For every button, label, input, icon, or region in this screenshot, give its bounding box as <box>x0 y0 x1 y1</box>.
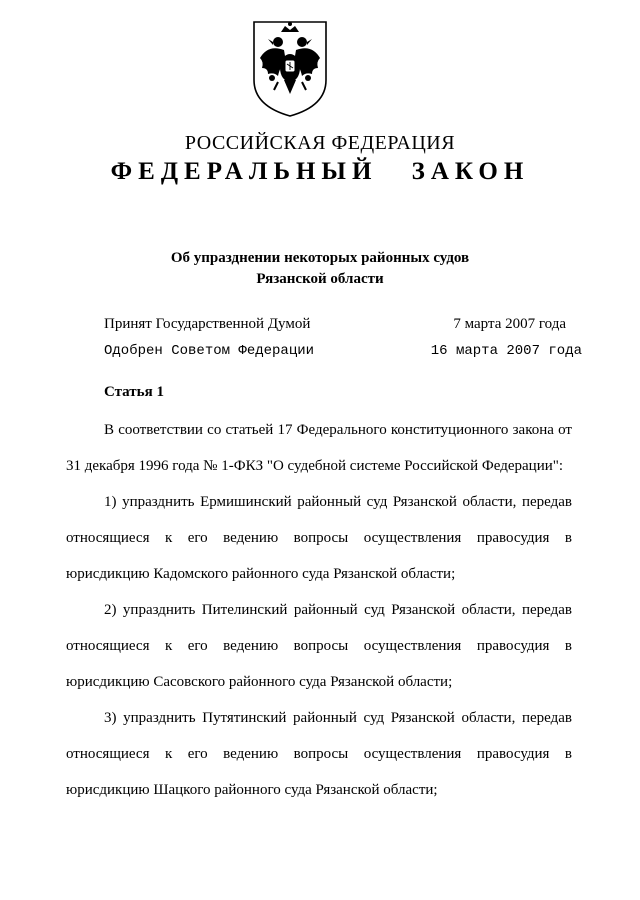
article-paragraph: 1) упразднить Ермишинский районный суд Рязанской области, передав относящиеся к его ведению вопросы осуществления правосудия в юрисдикцию Кадомского районного суда Рязанской области; <box>66 494 572 582</box>
council-approval-label: Одобрен Советом Федерации <box>104 343 315 359</box>
council-approval-date: 16 марта 2007 года <box>430 343 582 359</box>
law-title-line-2: Рязанской области <box>256 271 384 287</box>
duma-adoption-label: Принят Государственной Думой <box>104 316 311 332</box>
country-name: РОССИЙСКАЯ ФЕДЕРАЦИЯ <box>184 132 456 154</box>
law-type-heading: ФЕДЕРАЛЬНЫЙ ЗАКОН <box>110 158 530 185</box>
duma-adoption-date: 7 марта 2007 года <box>453 316 566 332</box>
article-paragraph: 2) упразднить Пителинский районный суд Рязанской области, передав относящиеся к его ведению вопросы осуществления правосудия в юрисдикцию Сасовского районного суда Рязанской области; <box>66 602 572 690</box>
law-title <box>0 248 640 290</box>
article-body <box>66 412 572 808</box>
law-title-line-1: Об упразднении некоторых районных судов <box>170 250 470 266</box>
article-paragraph: В соответствии со статьей 17 Федерального конституционного закона от 31 декабря 1996 года № 1-ФКЗ "О судебной системе Российской Федерации": <box>66 422 572 474</box>
coat-of-arms-icon <box>248 18 332 120</box>
article-heading: Статья 1 <box>104 384 164 400</box>
article-paragraph: 3) упразднить Путятинский районный суд Рязанской области, передав относящиеся к его ведению вопросы осуществления правосудия в юрисдикцию Шацкого районного суда Рязанской области; <box>66 710 572 798</box>
